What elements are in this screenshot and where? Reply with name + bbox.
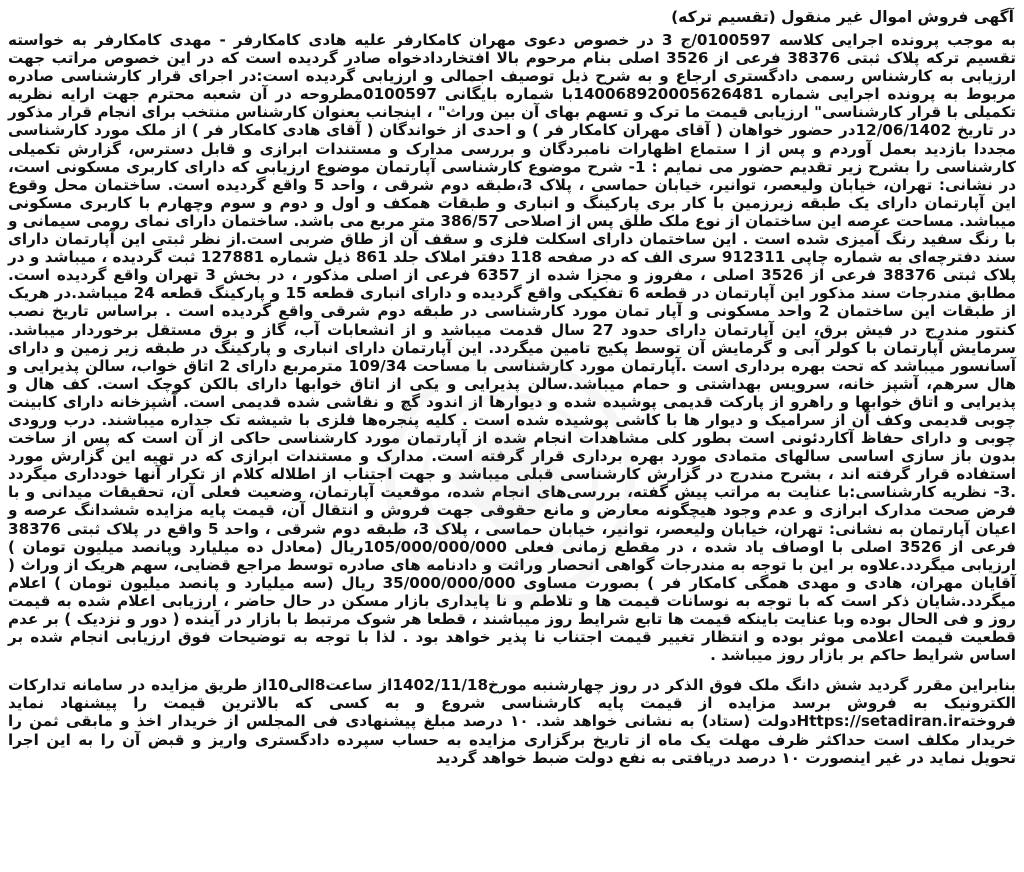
notice-body-paragraph: به موجب پرونده اجرایی کلاسه 0100597/ج 3 در خصوص دعوی مهران کامکارفر علیه هادی کامکارفر - مهدی کامکارفر به خواسته تقسیم ترکه پلاک ثبتی 38376 فرعی از 3526 اصلی بنام مرحوم بالا افتخاردادخواه صادر گردیده است که در این خصوص مراتب جهت ارزیابی به کارشناس رسمی دادگستری ارجاع و به شرح ذیل توصیف اجمالی و ارزیابی گردیده است:در اجرای قرار کارشناسی صادره مربوط به پرونده اجرایی شماره 140068920005626481با شماره بایگانی 0100597مطروحه در آن شعبه محترم جهت ارایه نظریه تکمیلی با قرار کارشناسی" ارزیابی قیمت ما ترک و تسهم بهای آن بین وراث" ، اینجانب بعنوان کارشناس منتخب برای انجام قرار مذکور در تاریخ 12/06/1402در حضور خواهان ( آقای مهران کامکار فر ) و احدی از خواندگان ( آقای هادی کامکار فر ) از ملک مورد کارشناسی مجددا بازدید بعمل آوردم و پس از ا ستماع اظهارات نامبردگان و بررسی مدارک و مستندات ابرازی و قابل دسترس، گزارش تکمیلی کارشناسی را بشرح زیر تقدیم حضور می نمایم : 1- شرح موضوع کارشناسی آپارتمان موضوع ارزیابی که دارای کاربری مسکونی است، در نشانی: تهران، خیابان ولیعصر، توانیر، خیابان حماسی ، پلاک 3،طبقه دوم شرقی ، واحد 5 واقع گردیده است. ساختمان محل وقوع این آپارتمان دارای یک طبقه زیرزمین با کار بری پارکینگ و انباری و طبقات همکف و اول و دوم و سوم وچهارم با کاربری مسکونی میباشد. مساحت عرصه این ساختمان از نوع ملک طلق پس از اصلاحی 386/57 متر مربع می باشد. ساختمان دارای نمای رومی سیمانی و با رنگ سفید رنگ آمیزی شده است . این ساختمان دارای اسکلت فلزی و سقف آن از طاق ضربی است.از نظر ثبتی این آپارتمان دارای سند دفترچه‌ای به شماره چاپی 912311 سری الف که در صفحه 118 دفتر املاک جلد 861 ذیل شماره 127881 ثبت گردیده ، میباشد و در پلاک ثبتی 38376 فرعی از 3526 اصلی ، مفروز و مجزا شده از 6357 فرعی از اصلی مذکور ، در بخش 3 تهران واقع گردیده است. مطابق مندرجات سند مذکور این آپارتمان در قطعه 6 تفکیکی واقع گردیده و دارای انباری قطعه 15 و پارکینگ قطعه 24 میباشد.در هریک از طبقات این ساختمان 2 واحد مسکونی و آپار تمان مورد کارشناسی در طبقه دوم شرقی واقع گردیده است . براساس تاریخ نصب کنتور مندرج در فیش برق، این آپارتمان دارای حدود 27 سال قدمت میباشد و از انشعابات آب، گاز و برق مستقل برخوردار میباشد. سرمایش آپارتمان با کولر آبی و گرمایش آن توسط پکیج تامین میگردد. این آپارتمان دارای انباری و پارکینگ در طبقه زیر زمین و دارای آسانسور میباشد که تحت بهره برداری است .آپارتمان مورد کارشناسی با مساحت 109/34 مترمربع دارای 2 اتاق خواب، سالن پذیرایی و هال سرهم، آشپز خانه، سرویس بهداشتی و حمام میباشد.سالن پذیرایی و یکی از اتاق خوابها دارای بالکن کوچک است. کف هال و پذیرایی و اتاق خوابها و راهرو از پارکت قدیمی پوشیده شده و دیوارها از اندود گچ و نقاشی شده قدیمی است. آشپزخانه دارای کابینت چوبی قدیمی وکف آن از سرامیک و دیوار ها با کاشی پوشیده شده است . کلیه پنجره‌ها فلزی با شیشه تک جداره میباشند. درب ورودی چوبی و دارای حفاظ آکاردئونی است بطور کلی مشاهدات انجام شده از آپارتمان مورد کارشناسی حاکی از آن است که پس از ساخت بدون باز سازی اساسی سالهای متمادی مورد بهره برداری قرار گرفته است. مدارک و مستندات ابرازی که در تهیه این گزارش مورد استفاده قرار گرفته اند ، بشرح مندرج در گزارش کارشناسی قبلی میباشد و جهت اجتناب از اطلاله کلام از تکرار آنها خودداری میگردد .3- نظریه کارشناسی:با عنایت به مراتب پیش گفته، بررسی‌های انجام شده، موقعیت آپارتمان، وضعیت فعلی آن، تحقیقات میدانی و با فرض صحت مدارک ابرازی و عدم وجود هیچگونه معارض و مانع حقوقی جهت فروش و انتقال آن، قیمت پایه مزایده ششدانگ عرصه و اعیان آپارتمان به نشانی: تهران، خیابان ولیعصر، توانیر، خیابان حماسی ، پلاک 3، طبقه دوم شرقی ، واحد 5 واقع در پلاک ثبتی 38376 فرعی از 3526 اصلی با اوصاف یاد شده ، در مقطع زمانی فعلی 105/000/000/000ریال (معادل ده میلیارد وپانصد میلیون تومان ) ارزیابی میگردد.علاوه بر این با توجه به مندرجات گواهی انحصار وراثت و دادنامه های صادره توسط مراجع قضایی، سهم هریک از وراث ( آقایان مهران، هادی و مهدی همگی کامکار فر ) بصورت مساوی 35/000/000/000 ریال (سه میلیارد و پانصد میلیون تومان ) اعلام میگردد.شایان ذکر است که با توجه به نوسانات قیمت ها و تلاطم و نا پایداری بازار مسکن در حال حاضر ، ارزیابی اعلام شده به قیمت روز و فی الحال بوده وبا عنایت باینکه قیمت ها تابع شرایط روز میباشند ، قطعا هر شوک مرتبط با بازار در آینده ( دور و نزدیک ) بر عدم قطعیت قیمت اعلامی موثر بوده و انتظار تغییر قیمت اجتناب نا پذیر خواهد بود . لذا با توجه به توضیحات فوق ارزیابی انجام شده بر اساس شرایط حاکم بر بازار روز میباشد . — [8, 31, 1017, 665]
notice-auction-paragraph: بنابراین مقرر گردید شش دانگ ملک فوق الذکر در روز چهارشنبه مورخ1402/11/18از ساعت8الی10از طریق مزایده در سامانه تدارکات الکترونیک به فروش برسد مزایده از قیمت پایه کارشناسی شروع و به کسی که بالاترین قیمت را پیشنهاد نماید فروخته‌Https://setadiran.irدولت (ستاد) به نشانی خواهد شد. ۱۰ درصد مبلغ پیشنهادی فی المجلس از خریدار اخذ و مابقی ثمن را خریدار مکلف است حداکثر ظرف مهلت یک ماه از تاریخ برگزاری مزایده به حساب سپرده دادگستری واریز و قبض آن را به این اجرا تحویل نماید در غیر اینصورت ۱۰ درصد دریافتی به نفع دولت ضبط خواهد گردید — [8, 676, 1017, 767]
notice-title: آگهی فروش اموال غیر منقول (تقسیم ترکه) — [671, 8, 1014, 26]
